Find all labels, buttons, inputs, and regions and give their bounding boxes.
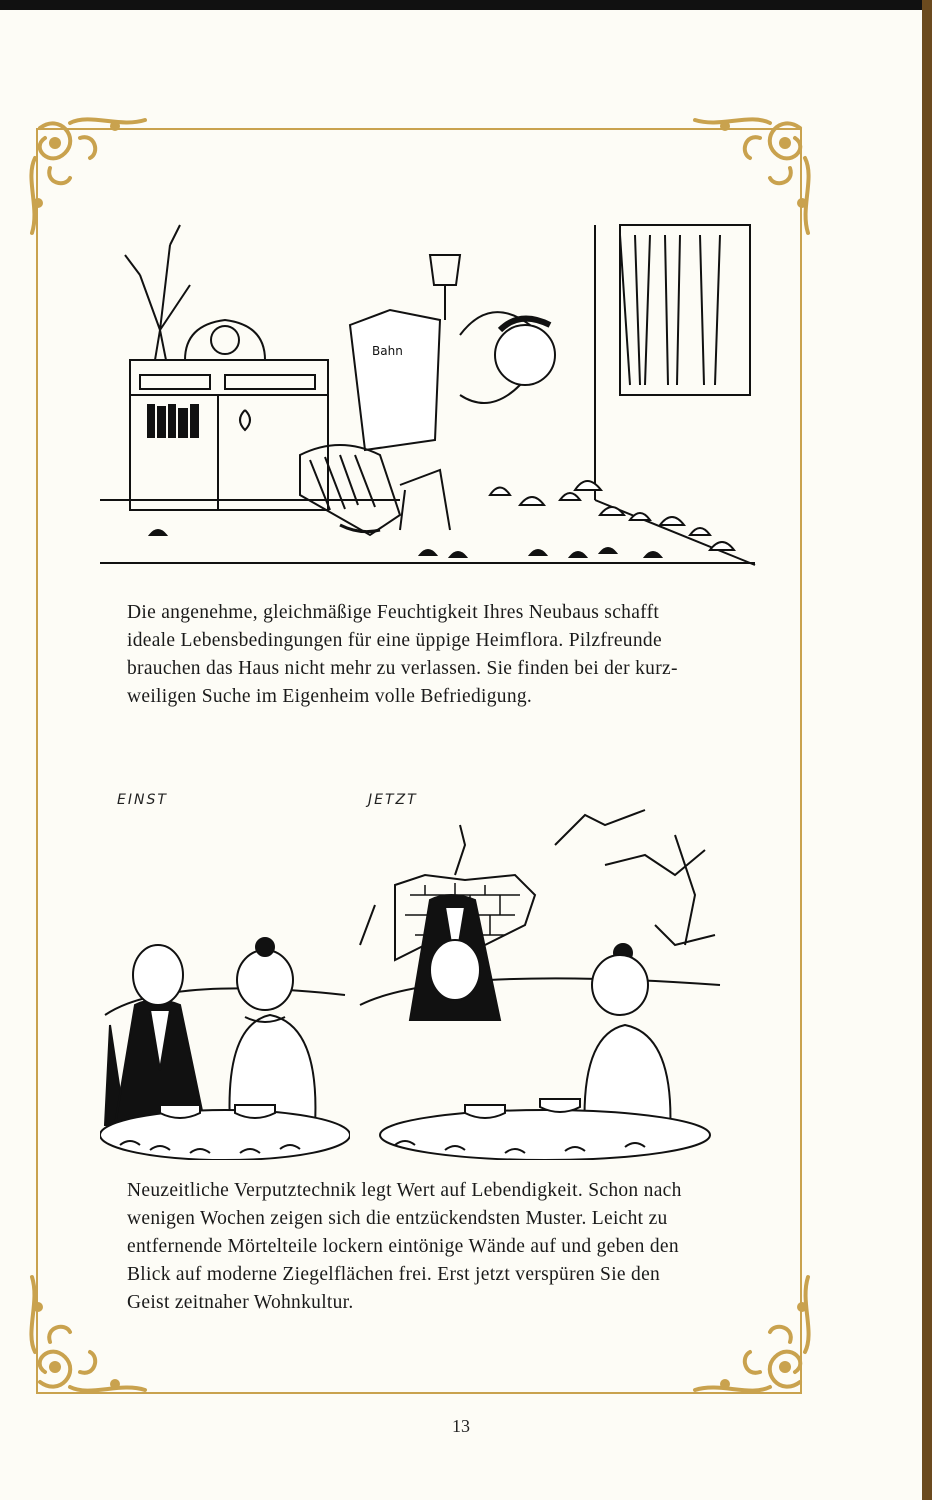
caption-bottom-line: entfernende Mörtelteile lockern eintönige Wände auf und geben den <box>127 1236 679 1257</box>
scan-edge-right <box>922 0 932 1500</box>
cartoon-panel-einst <box>100 935 350 1160</box>
scan-edge-top <box>0 0 932 10</box>
caption-bottom-line: Neuzeitliche Verputztechnik legt Wert auf Lebendigkeit. Schon nach <box>127 1180 682 1201</box>
panel-label-left: EINST <box>117 792 168 808</box>
panel-label-right: JETZT <box>368 792 418 808</box>
caption-top-line: weiligen Suche im Eigenheim volle Befriedigung. <box>127 686 533 707</box>
caption-top-line: ideale Lebensbedingungen für eine üppige Heimflora. Pilzfreunde <box>127 630 662 651</box>
caption-bottom-line: Geist zeitnaher Wohnkultur. <box>127 1292 354 1313</box>
caption-top-line: Die angenehme, gleichmäßige Feuchtigkeit Ihres Neubaus schafft <box>127 602 660 623</box>
caption-bottom-line: Blick auf moderne Ziegelflächen frei. Erst jetzt verspüren Sie den <box>127 1264 661 1285</box>
page-number: 13 <box>452 1416 470 1436</box>
caption-bottom-line: wenigen Wochen zeigen sich die entzückendsten Muster. Leicht zu <box>127 1208 668 1229</box>
cartoon-mushroom-room <box>100 215 760 570</box>
caption-top-line: brauchen das Haus nicht mehr zu verlassen. Sie finden bei der kurz- <box>127 658 678 679</box>
book-page <box>0 10 922 1500</box>
caption-top <box>127 599 727 711</box>
cartoon-panel-jetzt <box>355 805 735 1160</box>
caption-bottom <box>127 1177 727 1317</box>
newspaper-masthead: Bahn <box>372 344 403 358</box>
